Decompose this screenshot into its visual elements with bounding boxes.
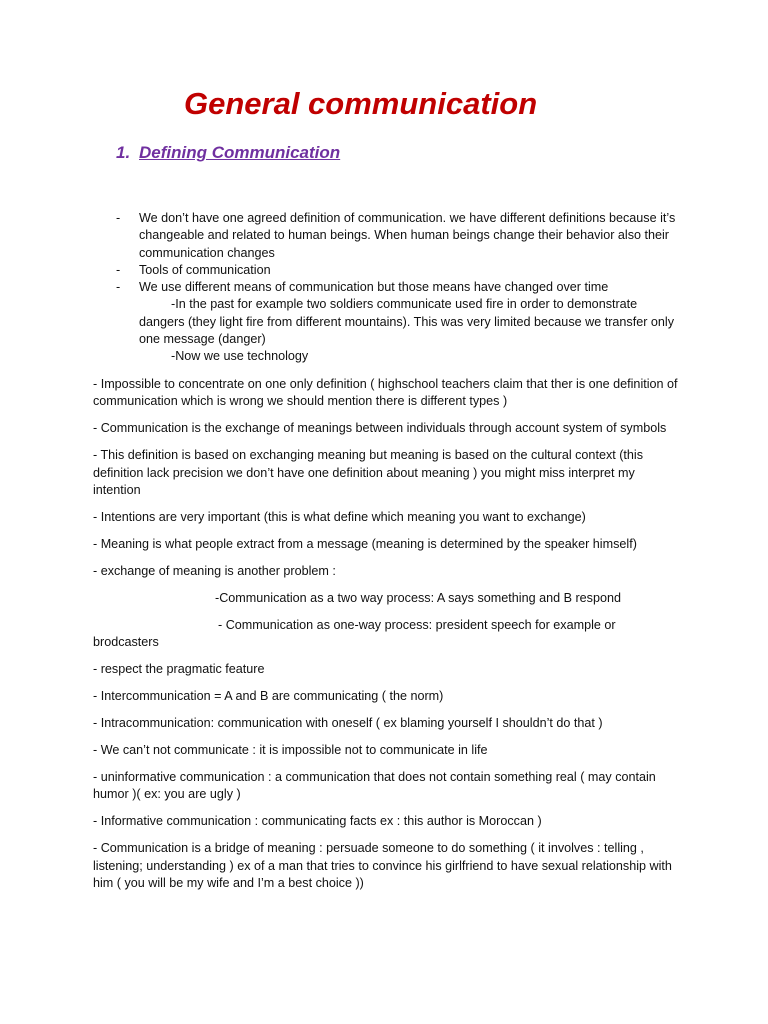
document-title: General communication xyxy=(184,86,538,121)
body-paragraphs xyxy=(93,376,678,902)
paragraph: - Communication as one-way process: president speech for example or brodcasters xyxy=(93,617,616,650)
bullet-text: We use different means of communication but those means have changed over time xyxy=(139,280,609,295)
bullet-marker: - xyxy=(116,211,121,225)
bullet-item xyxy=(116,262,676,279)
section-heading xyxy=(116,143,340,163)
paragraph: - exchange of meaning is another problem : xyxy=(93,563,336,578)
paragraph: - Impossible to concentrate on one only definition ( highschool teachers claim that ther is one definition of communication which is wrong we should mention there is different types ) xyxy=(93,377,678,409)
paragraph: - Informative communication : communicating facts ex : this author is Moroccan ) xyxy=(93,814,542,829)
paragraph: - Meaning is what people extract from a message (meaning is determined by the speaker himself) xyxy=(93,536,637,551)
paragraph: - Communication is a bridge of meaning : persuade someone to do something ( it involves : telling , listening; understanding ) ex of a man that tries to convince his girlfriend to have sexual relationship with him ( you will be my wife and I’m a best choice )) xyxy=(93,841,672,890)
paragraph: -Communication as a two way process: A says something and B respond xyxy=(215,590,622,605)
paragraph: - respect the pragmatic feature xyxy=(93,662,265,677)
bullet-item xyxy=(116,279,676,365)
paragraph: - Intercommunication = A and B are communicating ( the norm) xyxy=(93,689,444,704)
section-number: 1. xyxy=(116,143,131,162)
paragraph: - Intracommunication: communication with oneself ( ex blaming yourself I shouldn’t do that ) xyxy=(93,716,603,731)
paragraph: - We can’t not communicate : it is impossible not to communicate in life xyxy=(93,743,488,758)
bullet-text: Tools of communication xyxy=(139,262,271,277)
paragraph: - uninformative communication : a communication that does not contain something real ( may contain humor )( ex: you are ugly ) xyxy=(93,770,656,802)
bullet-marker: - xyxy=(116,262,121,277)
paragraph: - This definition is based on exchanging meaning but meaning is based on the cultural context (this definition lack precision we don’t have one definition about meaning ) you might miss interpret my intention xyxy=(93,448,644,497)
bullet-item xyxy=(116,210,676,262)
bullet-subitem: -In the past for example two soldiers communicate used fire in order to demonstrate dangers (they light fire from different mountains). This was very limited because we transfer only one message (danger) xyxy=(139,297,675,347)
bullet-subitem: -Now we use technology xyxy=(171,349,309,364)
section-heading-text: Defining Communication xyxy=(139,143,341,162)
bullet-list xyxy=(116,210,676,366)
bullet-text: We don’t have one agreed definition of communication. we have different definitions because it’s changeable and related to human beings. When human beings change their behavior also their communication changes xyxy=(139,211,676,260)
paragraph: - Communication is the exchange of meanings between individuals through account system of symbols xyxy=(93,421,667,436)
paragraph: - Intentions are very important (this is what define which meaning you want to exchange) xyxy=(93,509,586,524)
bullet-marker: - xyxy=(116,280,121,295)
